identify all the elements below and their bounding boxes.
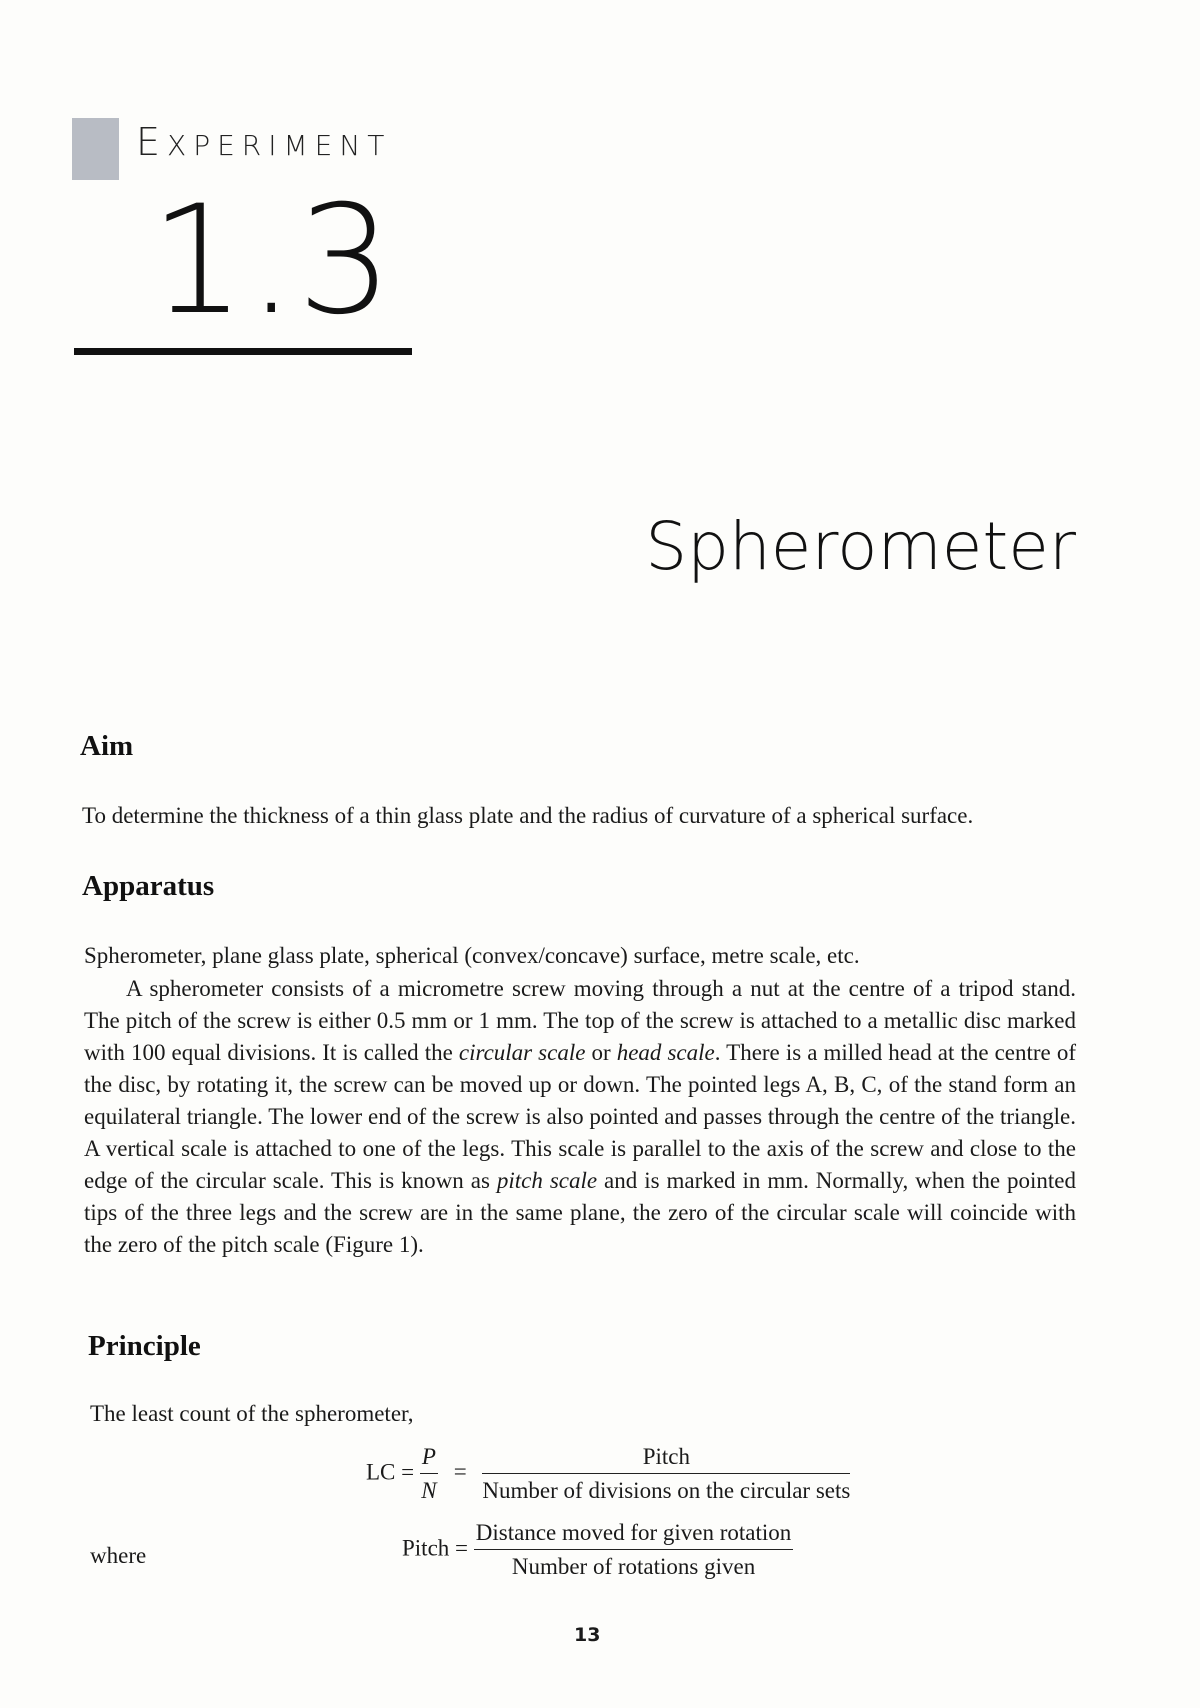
experiment-rest-letters: XPERIMENT	[167, 129, 392, 162]
where-label: where	[90, 1543, 147, 1568]
term-head-scale: head scale	[616, 1040, 715, 1065]
page-number: 13	[574, 1624, 601, 1646]
apparatus-heading: Apparatus	[82, 870, 215, 902]
lc-fraction-pn: $\frac{P}{N}$	[421, 1444, 437, 1503]
pitch-lhs: Pitch =	[402, 1535, 469, 1561]
pitch-fraction: $\frac{\text{Distance moved for given rotation}}{\text{Number of rotations given}}$	[475, 1520, 792, 1579]
experiment-number: 1.3	[150, 174, 395, 348]
experiment-marker-square	[72, 118, 119, 180]
lc-lhs: LC =	[366, 1459, 415, 1485]
principle-heading: Principle	[88, 1330, 201, 1362]
experiment-word	[136, 120, 391, 164]
apparatus-list: Spherometer, plane glass plate, spherical (convex/concave) surface, metre scale, etc.	[84, 943, 860, 968]
apparatus-description: A spherometer consists of a micrometre screw moving through a nut at the centre of a tripod stand. The pitch of the screw is either 0.5 mm or 1 mm. The top of the screw is attached to a metallic disc marked with 100 equal divisions. It is called the circular scale or head scale. There is a milled head at the centre of the disc, by rotating it, the screw can be moved up or down. The pointed legs A, B, C, of the stand form an equilateral triangle. The lower end of the screw is also pointed and passes through the centre of the triangle. A vertical scale is attached to one of the legs. This scale is parallel to the axis of the screw and close to the edge of the circular scale. This is known as pitch scale and is marked in mm. Normally, when the pointed tips of the three legs and the screw are in the same plane, the zero of the circular scale will coincide with the zero of the pitch scale (Figure 1).	[84, 976, 1077, 1257]
experiment-first-letter: E	[136, 120, 168, 164]
aim-heading: Aim	[80, 730, 134, 762]
lc-equals: =	[453, 1459, 467, 1485]
principle-intro: The least count of the spherometer,	[90, 1401, 414, 1426]
aim-text: To determine the thickness of a thin glass plate and the radius of curvature of a spherical surface.	[82, 803, 974, 828]
pitch-equation	[402, 1520, 793, 1580]
page-title: Spherometer	[645, 508, 1076, 585]
term-pitch-scale: pitch scale	[496, 1168, 598, 1193]
lc-fraction-words: $\frac{\text{Pitch}}{\text{Number of divisions on the circular sets}}$	[482, 1444, 851, 1503]
experiment-underline	[74, 348, 412, 355]
term-circular-scale: circular scale	[458, 1040, 586, 1065]
least-count-equation	[366, 1444, 850, 1504]
